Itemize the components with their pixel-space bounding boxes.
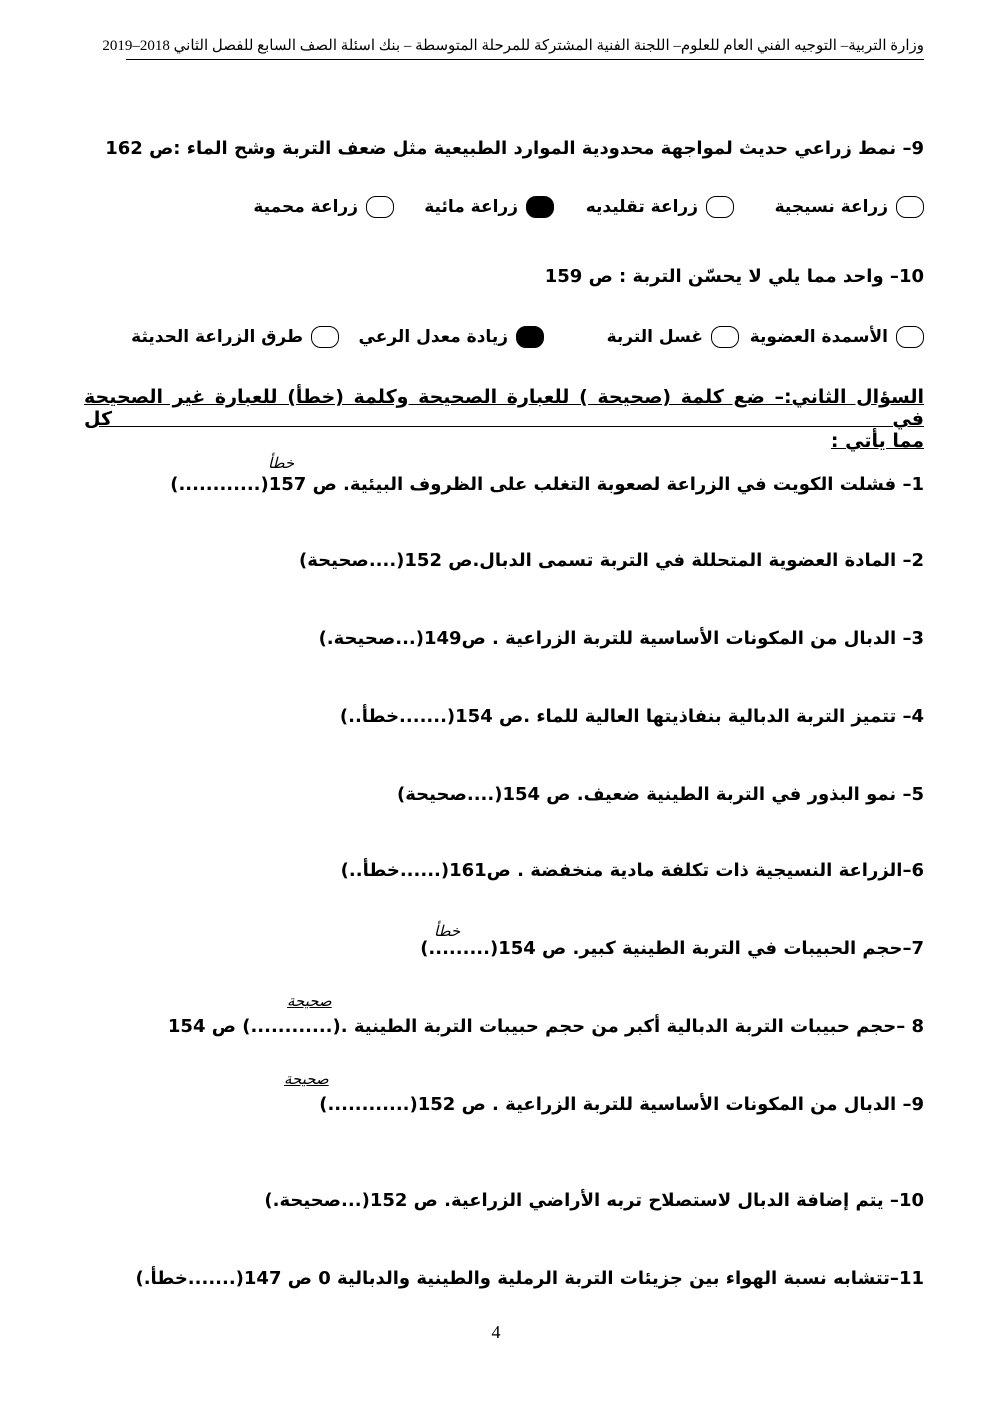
- statement-2[interactable]: 2– المادة العضوية المتحللة في التربة تسمى الدبال.ص 152(....صحيحة): [298, 550, 924, 571]
- option-greenhouse[interactable]: [253, 196, 394, 218]
- statement-8[interactable]: 8 –حجم حبيبات التربة الدبالية أكبر من حجم حبيبات التربة الطينية .(............) ص 154: [167, 1016, 924, 1037]
- page-number: 4: [491, 1322, 501, 1342]
- option-soil-washing[interactable]: [607, 326, 739, 348]
- option-label: زراعة نسيجية: [774, 197, 888, 217]
- option-checkbox[interactable]: [896, 326, 924, 348]
- statement-4[interactable]: 4– تتميز التربة الدبالية بنفاذيتها العالية للماء .ص 154(.......خطأ..): [339, 706, 924, 727]
- mcq-question-9: 9– نمط زراعي حديث لمواجهة محدودية الموارد الطبيعية مثل ضعف التربة وشح الماء :ص 162: [105, 138, 924, 159]
- statement-7[interactable]: 7–حجم الحبيبات في التربة الطينية كبير. ص 154(.........): [420, 938, 924, 959]
- section-two-subtitle: مما يأتي :: [830, 430, 924, 452]
- option-checkbox[interactable]: [711, 326, 739, 348]
- option-organic-fertilizer[interactable]: [750, 326, 924, 348]
- option-modern-methods[interactable]: [131, 326, 339, 348]
- option-checkbox[interactable]: [366, 196, 394, 218]
- option-label: غسل التربة: [606, 327, 703, 347]
- option-tissue-culture[interactable]: [775, 196, 924, 218]
- statement-11[interactable]: 11–تتشابه نسبة الهواء بين جزيئات التربة الرملية والطينية والدبالية 0 ص 147(.......خطأ.): [135, 1268, 924, 1289]
- option-checkbox[interactable]: [311, 326, 339, 348]
- statement-3[interactable]: 3– الدبال من المكونات الأساسية للتربة الزراعية . ص149(...صحيحة.): [318, 628, 924, 649]
- option-label: زراعة محمية: [253, 197, 358, 217]
- mcq-options-9: [150, 196, 924, 226]
- option-traditional[interactable]: [586, 196, 734, 218]
- option-checkbox-selected[interactable]: [516, 326, 544, 348]
- handwritten-answer: خطأ: [434, 922, 461, 940]
- option-checkbox-selected[interactable]: [526, 196, 554, 218]
- mcq-options-10: [131, 326, 924, 356]
- option-label: زراعة تقليديه: [585, 197, 698, 217]
- option-label: طرق الزراعة الحديثة: [131, 327, 303, 347]
- option-hydroponic[interactable]: [424, 196, 554, 218]
- statement-1[interactable]: 1– فشلت الكويت في الزراعة لصعوبة التغلب على الظروف البيئية. ص 157(............): [170, 474, 924, 495]
- statement-10[interactable]: 10– يتم إضافة الدبال لاستصلاح تربه الأراضي الزراعية. ص 152(...صحيحة.): [264, 1190, 924, 1211]
- mcq-question-10: 10– واحد مما يلي لا يحسّن التربة : ص 159: [544, 266, 924, 287]
- option-label: زراعة مائية: [424, 197, 518, 217]
- handwritten-answer: صحيحة: [287, 992, 332, 1010]
- statement-9[interactable]: 9– الدبال من المكونات الأساسية للتربة الزراعية . ص 152(............): [319, 1094, 924, 1115]
- page-header: وزارة التربية– التوجيه الفني العام للعلوم– اللجنة الفنية المشتركة للمرحلة المتوسطة – بنك اسئلة الصف السابع للفصل الثاني 2018–2019: [126, 36, 924, 60]
- option-label: زيادة معدل الرعي: [358, 327, 508, 347]
- option-checkbox[interactable]: [706, 196, 734, 218]
- option-grazing[interactable]: [359, 326, 544, 348]
- handwritten-answer: صحيحة: [284, 1070, 329, 1088]
- statement-5[interactable]: 5– نمو البذور في التربة الطينية ضعيف. ص 154(....صحيحة): [397, 784, 924, 805]
- option-checkbox[interactable]: [896, 196, 924, 218]
- option-label: الأسمدة العضوية: [749, 327, 888, 347]
- section-two-title: السؤال الثاني:– ضع كلمة (صحيحة ) للعبارة الصحيحة وكلمة (خطأ) للعبارة غير الصحيحة في كل: [84, 386, 924, 430]
- statement-6[interactable]: 6–الزراعة النسيجية ذات تكلفة مادية منخفضة . ص161(......خطأ..): [340, 860, 924, 881]
- handwritten-answer: خطأ: [268, 454, 295, 472]
